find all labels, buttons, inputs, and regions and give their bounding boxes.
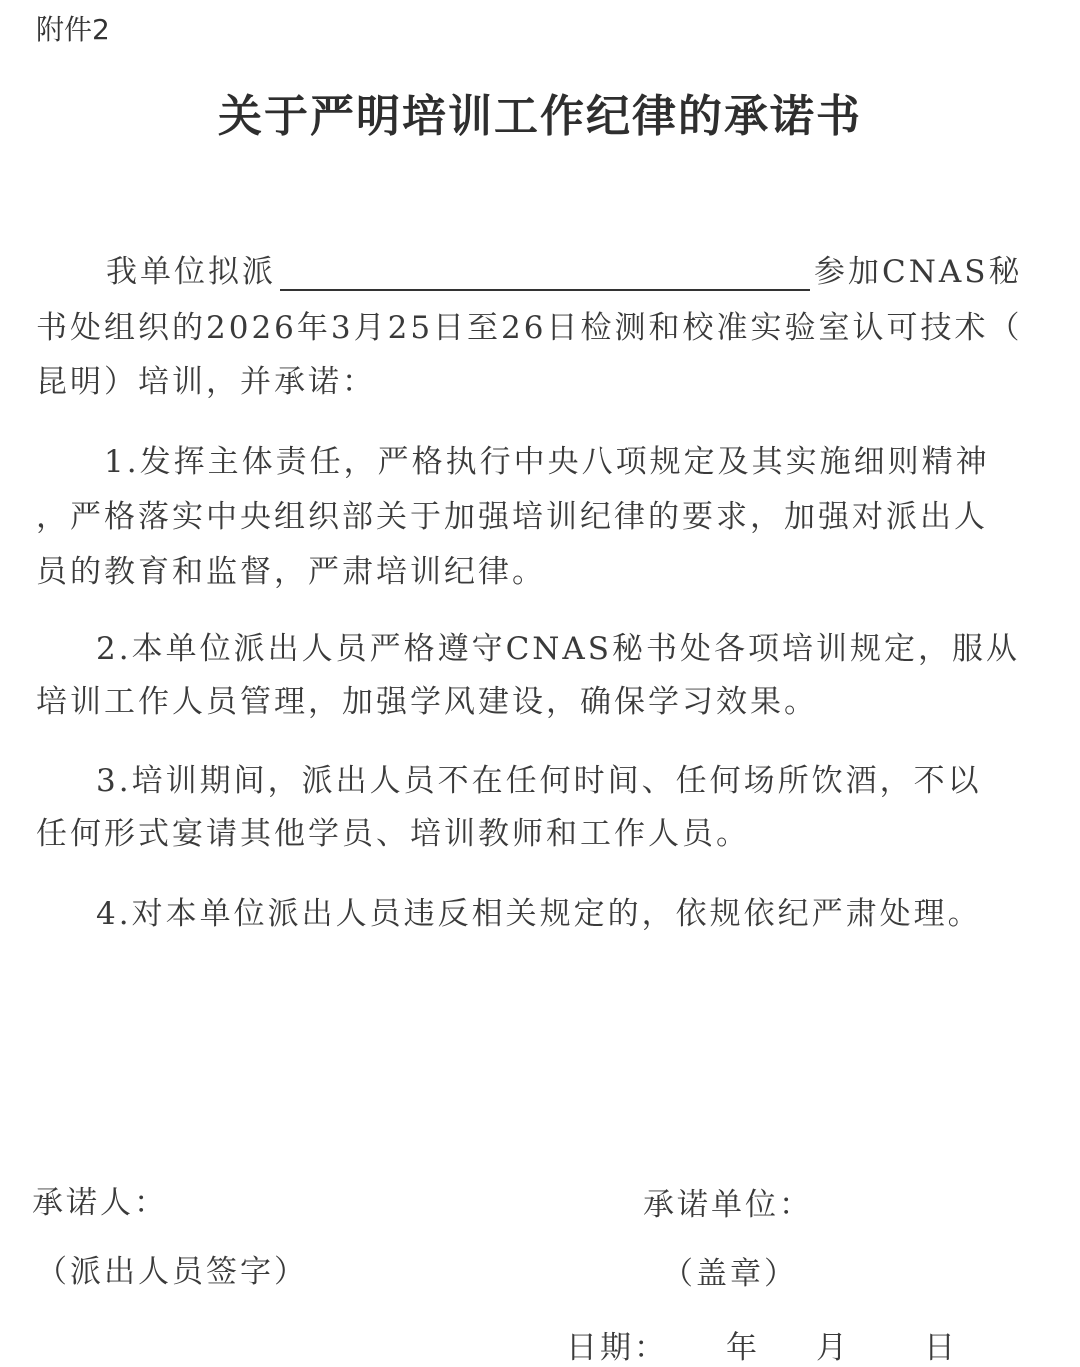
intro-line-3: 昆明）培训，并承诺： — [36, 364, 376, 400]
date-year: 年 — [726, 1330, 760, 1366]
promisor-label: 承诺人： — [32, 1185, 168, 1221]
item-1-line-1: 1.发挥主体责任，严格执行中央八项规定及其实施细则精神 — [104, 444, 990, 480]
date-row — [566, 1322, 986, 1366]
intro-line-1 — [106, 246, 1022, 291]
date-day: 日 — [924, 1330, 958, 1366]
item-2-line-1: 2.本单位派出人员严格遵守CNAS秘书处各项培训规定，服从 — [96, 631, 1021, 667]
item-1-line-3: 员的教育和监督，严肃培训纪律。 — [36, 554, 546, 590]
item-3-line-2: 任何形式宴请其他学员、培训教师和工作人员。 — [36, 816, 750, 852]
item-2-line-2: 培训工作人员管理，加强学风建设，确保学习效果。 — [36, 684, 818, 720]
item-4-line-1: 4.对本单位派出人员违反相关规定的，依规依纪严肃处理。 — [96, 896, 982, 932]
promisor-note: （派出人员签字） — [36, 1254, 308, 1290]
intro-prefix: 我单位拟派 — [106, 254, 276, 290]
item-1-line-2: ，严格落实中央组织部关于加强培训纪律的要求，加强对派出人 — [36, 499, 988, 535]
document-title: 关于严明培训工作纪律的承诺书 — [218, 91, 862, 142]
attachment-label: 附件2 — [36, 13, 110, 46]
date-month: 月 — [816, 1330, 850, 1366]
item-3-line-1: 3.培训期间，派出人员不在任何时间、任何场所饮酒，不以 — [96, 763, 982, 799]
intro-suffix: 参加CNAS秘 — [814, 254, 1023, 290]
dispatched-person-blank — [280, 259, 810, 291]
unit-note: （盖章） — [662, 1256, 798, 1292]
intro-line-2: 书处组织的2026年3月25日至26日检测和校准实验室认可技术（ — [36, 310, 1023, 346]
unit-label: 承诺单位： — [643, 1187, 813, 1223]
date-label: 日期： — [566, 1330, 668, 1366]
